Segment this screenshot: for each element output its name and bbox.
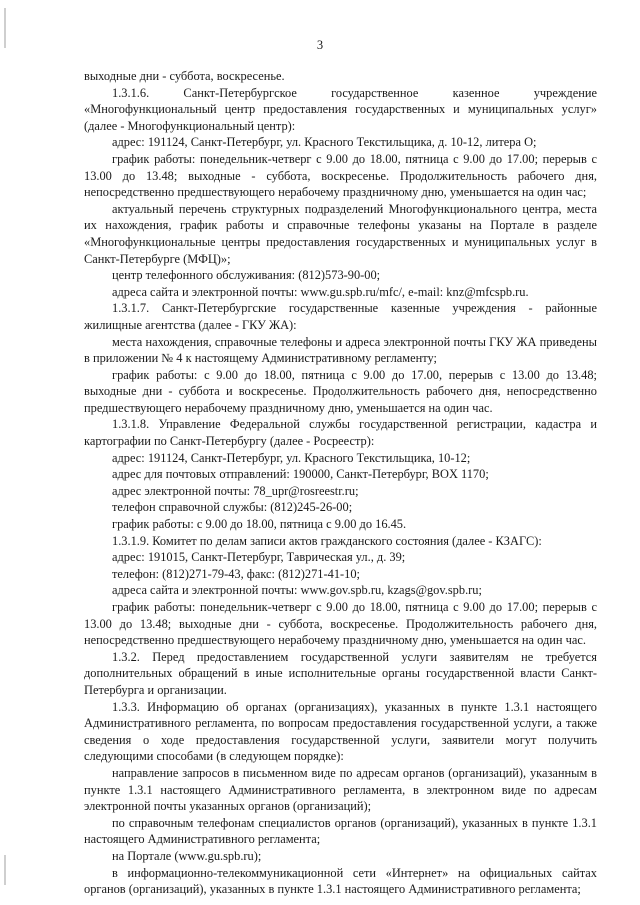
paragraph: адреса сайта и электронной почты: www.gov.spb.ru, kzags@gov.spb.ru; bbox=[112, 583, 482, 598]
paragraph: актуальный перечень структурных подразделений Многофункционального центра, места их нахождения, график работы и справочные телефоны указаны на Портале в разделе «Многофункциональные центры предоставления государственных и муниципальных услуг в Санкт-Петербурге (МФЦ)»; bbox=[84, 201, 597, 266]
scan-edge-mark bbox=[4, 855, 6, 885]
paragraph: выходные дни - суббота, воскресенье. bbox=[84, 69, 285, 83]
paragraph: график работы: с 9.00 до 18.00, пятница с 9.00 до 17.00, перерыв с 13.00 до 13.48; выходные дни - суббота и воскресенье. Продолжительность рабочего дня, непосредственно предшествующего нерабочему праздничному дню, уменьшается на один час. bbox=[84, 367, 597, 415]
paragraph: график работы: с 9.00 до 18.00, пятница с 9.00 до 16.45. bbox=[112, 517, 407, 532]
paragraph: 1.3.1.9. Комитет по делам записи актов гражданского состояния (далее - КЗАГС): bbox=[112, 533, 542, 548]
page-number: 3 bbox=[316, 38, 324, 52]
paragraph: адреса сайта и электронной почты: www.gu.spb.ru/mfc/, e-mail: knz@mfcspb.ru. bbox=[112, 284, 529, 299]
paragraph: на Портале (www.gu.spb.ru); bbox=[112, 848, 262, 863]
paragraph: места нахождения, справочные телефоны и адреса электронной почты ГКУ ЖА приведены в приложении № 4 к настоящему Административному регламенту; bbox=[84, 334, 597, 366]
paragraph: 1.3.1.8. Управление Федеральной службы государственной регистрации, кадастра и картографии по Санкт-Петербургу (далее - Росреестр): bbox=[84, 417, 597, 449]
paragraph: направление запросов в письменном виде по адресам органов (организаций), указанным в пункте 1.3.1 настоящего Административного регламента, в электронном виде по адресам электронной почты указанных органов (организаций); bbox=[84, 765, 597, 814]
paragraph: 1.3.3. Информацию об органах (организациях), указанных в пункте 1.3.1 настоящего Административного регламента, по вопросам предоставления государственной услуги, а также сведения о ходе предоставления государственной услуги, заявители могут получить следующими способами (в следующем порядке): bbox=[84, 699, 597, 764]
paragraph: 1.3.2. Перед предоставлением государственной услуги заявителям не требуется дополнительных обращений в иные исполнительные органы государственной власти Санкт-Петербурга и организации. bbox=[84, 649, 597, 697]
document-body bbox=[84, 68, 597, 898]
paragraph: 1.3.1.6. Санкт-Петербургское государственное казенное учреждение «Многофункциональный центр предоставления государственных и муниципальных услуг» (далее - Многофункциональный центр): bbox=[84, 85, 597, 133]
paragraph: адрес электронной почты: 78_upr@rosreestr.ru; bbox=[112, 483, 359, 498]
paragraph: график работы: понедельник-четверг с 9.00 до 18.00, пятница с 9.00 до 17.00; перерыв с 13.00 до 13.48; выходные - суббота, воскресенье. Продолжительность рабочего дня, непосредственно предшествующего нерабочему праздничному дню, уменьшается на один час; bbox=[84, 151, 597, 200]
paragraph: 1.3.1.7. Санкт-Петербургские государственные казенные учреждения - районные жилищные агентства (далее - ГКУ ЖА): bbox=[84, 301, 597, 332]
paragraph: адрес: 191124, Санкт-Петербург, ул. Красного Текстильщика, д. 10-12, литера О; bbox=[112, 135, 537, 150]
paragraph: график работы: понедельник-четверг с 9.00 до 18.00, пятница с 9.00 до 17.00; перерыв с 13.00 до 13.48; выходные дни - суббота, воскресенье. Продолжительность рабочего дня, непосредственно предшествующего нерабочему праздничному дню, уменьшается на один час. bbox=[84, 600, 597, 648]
paragraph: телефон справочной службы: (812)245-26-00; bbox=[112, 500, 353, 515]
paragraph: адрес: 191015, Санкт-Петербург, Таврическая ул., д. 39; bbox=[112, 550, 406, 565]
paragraph: по справочным телефонам специалистов органов (организаций), указанных в пункте 1.3.1 настоящего Административного регламента; bbox=[84, 815, 597, 847]
paragraph: центр телефонного обслуживания: (812)573-90-00; bbox=[112, 268, 381, 283]
paragraph: телефон: (812)271-79-43, факс: (812)271-41-10; bbox=[112, 566, 360, 581]
paragraph: адрес: 191124, Санкт-Петербург, ул. Красного Текстильщика, 10-12; bbox=[112, 450, 471, 465]
paragraph: в информационно-телекоммуникационной сети «Интернет» на официальных сайтах органов (организаций), указанных в пункте 1.3.1 настоящего Административного регламента; bbox=[84, 865, 597, 897]
paragraph: адрес для почтовых отправлений: 190000, Санкт-Петербург, BOX 1170; bbox=[112, 467, 489, 482]
